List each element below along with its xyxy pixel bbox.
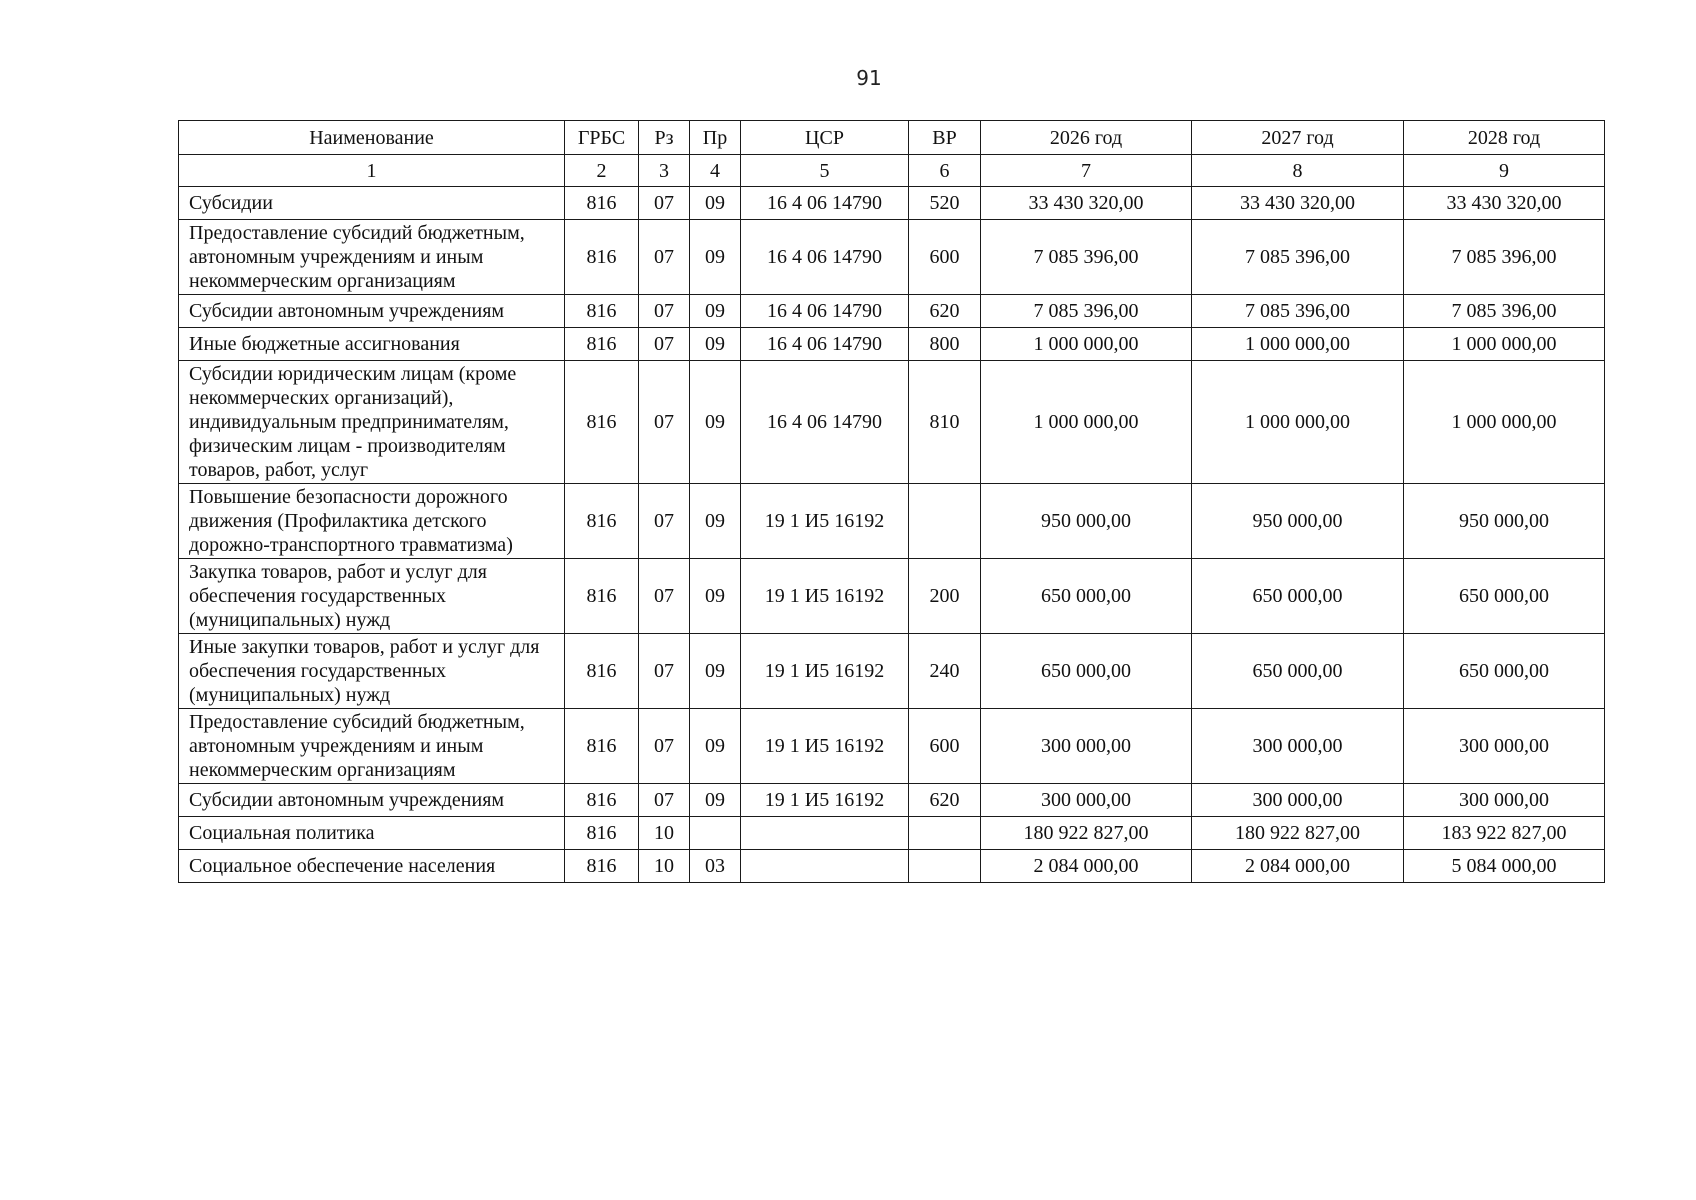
cell-2026: 7 085 396,00 <box>981 295 1192 328</box>
header-pr: Пр <box>690 121 741 155</box>
cell-name: Иные закупки товаров, работ и услуг для обеспечения государственных (муниципальных) нужд <box>179 634 565 709</box>
cell-grbs: 816 <box>565 187 639 220</box>
cell-2026: 1 000 000,00 <box>981 361 1192 484</box>
cell-name: Субсидии автономным учреждениям <box>179 784 565 817</box>
table-row <box>179 817 1605 850</box>
cell-rz: 07 <box>639 187 690 220</box>
table-row <box>179 220 1605 295</box>
cell-name: Предоставление субсидий бюджетным, автономным учреждениям и иным некоммерческим организациям <box>179 709 565 784</box>
cell-2026: 950 000,00 <box>981 484 1192 559</box>
cell-vr: 600 <box>909 709 981 784</box>
header-rz: Рз <box>639 121 690 155</box>
cell-name: Субсидии автономным учреждениям <box>179 295 565 328</box>
column-number: 1 <box>179 155 565 187</box>
cell-2026: 650 000,00 <box>981 559 1192 634</box>
cell-pr: 09 <box>690 784 741 817</box>
cell-csr: 19 1 И5 16192 <box>741 484 909 559</box>
cell-2027: 950 000,00 <box>1192 484 1404 559</box>
cell-2027: 300 000,00 <box>1192 784 1404 817</box>
column-number: 5 <box>741 155 909 187</box>
cell-pr: 09 <box>690 484 741 559</box>
cell-name: Повышение безопасности дорожного движения (Профилактика детского дорожно-транспортного травматизма) <box>179 484 565 559</box>
cell-pr: 09 <box>690 559 741 634</box>
cell-2026: 1 000 000,00 <box>981 328 1192 361</box>
header-2026: 2026 год <box>981 121 1192 155</box>
cell-grbs: 816 <box>565 328 639 361</box>
cell-2028: 950 000,00 <box>1404 484 1605 559</box>
column-number: 6 <box>909 155 981 187</box>
table-row <box>179 784 1605 817</box>
cell-grbs: 816 <box>565 295 639 328</box>
cell-2028: 300 000,00 <box>1404 784 1605 817</box>
cell-2028: 33 430 320,00 <box>1404 187 1605 220</box>
header-2027: 2027 год <box>1192 121 1404 155</box>
cell-name: Иные бюджетные ассигнования <box>179 328 565 361</box>
cell-pr: 09 <box>690 634 741 709</box>
column-number: 8 <box>1192 155 1404 187</box>
table-row <box>179 709 1605 784</box>
cell-pr: 09 <box>690 328 741 361</box>
cell-grbs: 816 <box>565 850 639 883</box>
cell-2028: 1 000 000,00 <box>1404 328 1605 361</box>
table-row <box>179 850 1605 883</box>
table-row <box>179 187 1605 220</box>
cell-csr: 16 4 06 14790 <box>741 187 909 220</box>
cell-rz: 07 <box>639 328 690 361</box>
cell-2027: 650 000,00 <box>1192 559 1404 634</box>
table-row <box>179 328 1605 361</box>
cell-pr: 09 <box>690 295 741 328</box>
table-row <box>179 484 1605 559</box>
cell-rz: 07 <box>639 220 690 295</box>
cell-2027: 1 000 000,00 <box>1192 361 1404 484</box>
cell-csr: 19 1 И5 16192 <box>741 559 909 634</box>
cell-vr: 620 <box>909 784 981 817</box>
cell-2027: 2 084 000,00 <box>1192 850 1404 883</box>
cell-csr: 19 1 И5 16192 <box>741 634 909 709</box>
cell-grbs: 816 <box>565 484 639 559</box>
cell-2027: 7 085 396,00 <box>1192 220 1404 295</box>
table-row <box>179 559 1605 634</box>
cell-2027: 1 000 000,00 <box>1192 328 1404 361</box>
cell-name: Предоставление субсидий бюджетным, автономным учреждениям и иным некоммерческим организациям <box>179 220 565 295</box>
cell-csr: 19 1 И5 16192 <box>741 709 909 784</box>
cell-2027: 33 430 320,00 <box>1192 187 1404 220</box>
header-vr: ВР <box>909 121 981 155</box>
cell-2026: 180 922 827,00 <box>981 817 1192 850</box>
cell-vr: 600 <box>909 220 981 295</box>
cell-rz: 07 <box>639 634 690 709</box>
cell-2028: 300 000,00 <box>1404 709 1605 784</box>
cell-csr: 16 4 06 14790 <box>741 295 909 328</box>
cell-vr: 800 <box>909 328 981 361</box>
cell-vr: 520 <box>909 187 981 220</box>
cell-pr: 03 <box>690 850 741 883</box>
cell-2028: 1 000 000,00 <box>1404 361 1605 484</box>
cell-name: Закупка товаров, работ и услуг для обеспечения государственных (муниципальных) нужд <box>179 559 565 634</box>
header-name: Наименование <box>179 121 565 155</box>
cell-2028: 183 922 827,00 <box>1404 817 1605 850</box>
header-2028: 2028 год <box>1404 121 1605 155</box>
table-header-row <box>179 121 1605 155</box>
cell-pr: 09 <box>690 361 741 484</box>
cell-rz: 07 <box>639 361 690 484</box>
cell-csr: 16 4 06 14790 <box>741 220 909 295</box>
cell-vr <box>909 817 981 850</box>
cell-vr: 810 <box>909 361 981 484</box>
cell-pr: 09 <box>690 187 741 220</box>
cell-csr: 16 4 06 14790 <box>741 328 909 361</box>
cell-2028: 7 085 396,00 <box>1404 295 1605 328</box>
cell-grbs: 816 <box>565 220 639 295</box>
cell-2028: 650 000,00 <box>1404 559 1605 634</box>
cell-2027: 7 085 396,00 <box>1192 295 1404 328</box>
cell-grbs: 816 <box>565 361 639 484</box>
table-row <box>179 295 1605 328</box>
cell-vr: 200 <box>909 559 981 634</box>
cell-2026: 2 084 000,00 <box>981 850 1192 883</box>
table-row <box>179 361 1605 484</box>
cell-rz: 07 <box>639 295 690 328</box>
cell-name: Социальная политика <box>179 817 565 850</box>
cell-vr <box>909 484 981 559</box>
cell-rz: 07 <box>639 784 690 817</box>
column-number: 4 <box>690 155 741 187</box>
cell-2027: 650 000,00 <box>1192 634 1404 709</box>
cell-vr: 620 <box>909 295 981 328</box>
column-number: 7 <box>981 155 1192 187</box>
cell-csr <box>741 850 909 883</box>
cell-rz: 07 <box>639 709 690 784</box>
column-number: 9 <box>1404 155 1605 187</box>
cell-name: Социальное обеспечение населения <box>179 850 565 883</box>
table-row <box>179 634 1605 709</box>
header-csr: ЦСР <box>741 121 909 155</box>
cell-2026: 7 085 396,00 <box>981 220 1192 295</box>
cell-pr: 09 <box>690 220 741 295</box>
cell-csr: 19 1 И5 16192 <box>741 784 909 817</box>
page-number: 91 <box>856 66 882 90</box>
cell-2027: 300 000,00 <box>1192 709 1404 784</box>
cell-2027: 180 922 827,00 <box>1192 817 1404 850</box>
cell-2026: 650 000,00 <box>981 634 1192 709</box>
cell-2026: 300 000,00 <box>981 709 1192 784</box>
header-grbs: ГРБС <box>565 121 639 155</box>
cell-grbs: 816 <box>565 784 639 817</box>
cell-pr <box>690 817 741 850</box>
cell-rz: 10 <box>639 817 690 850</box>
cell-2028: 7 085 396,00 <box>1404 220 1605 295</box>
cell-grbs: 816 <box>565 709 639 784</box>
cell-rz: 10 <box>639 850 690 883</box>
cell-2026: 33 430 320,00 <box>981 187 1192 220</box>
cell-vr: 240 <box>909 634 981 709</box>
cell-2028: 5 084 000,00 <box>1404 850 1605 883</box>
cell-2028: 650 000,00 <box>1404 634 1605 709</box>
cell-vr <box>909 850 981 883</box>
cell-name: Субсидии <box>179 187 565 220</box>
column-number: 2 <box>565 155 639 187</box>
cell-rz: 07 <box>639 484 690 559</box>
cell-rz: 07 <box>639 559 690 634</box>
cell-grbs: 816 <box>565 634 639 709</box>
cell-grbs: 816 <box>565 817 639 850</box>
cell-name: Субсидии юридическим лицам (кроме некоммерческих организаций), индивидуальным предпринимателям, физическим лицам - производителям товаров, работ, услуг <box>179 361 565 484</box>
column-number-row <box>179 155 1605 187</box>
column-number: 3 <box>639 155 690 187</box>
cell-csr: 16 4 06 14790 <box>741 361 909 484</box>
cell-grbs: 816 <box>565 559 639 634</box>
cell-pr: 09 <box>690 709 741 784</box>
cell-csr <box>741 817 909 850</box>
budget-table <box>178 120 1605 883</box>
cell-2026: 300 000,00 <box>981 784 1192 817</box>
